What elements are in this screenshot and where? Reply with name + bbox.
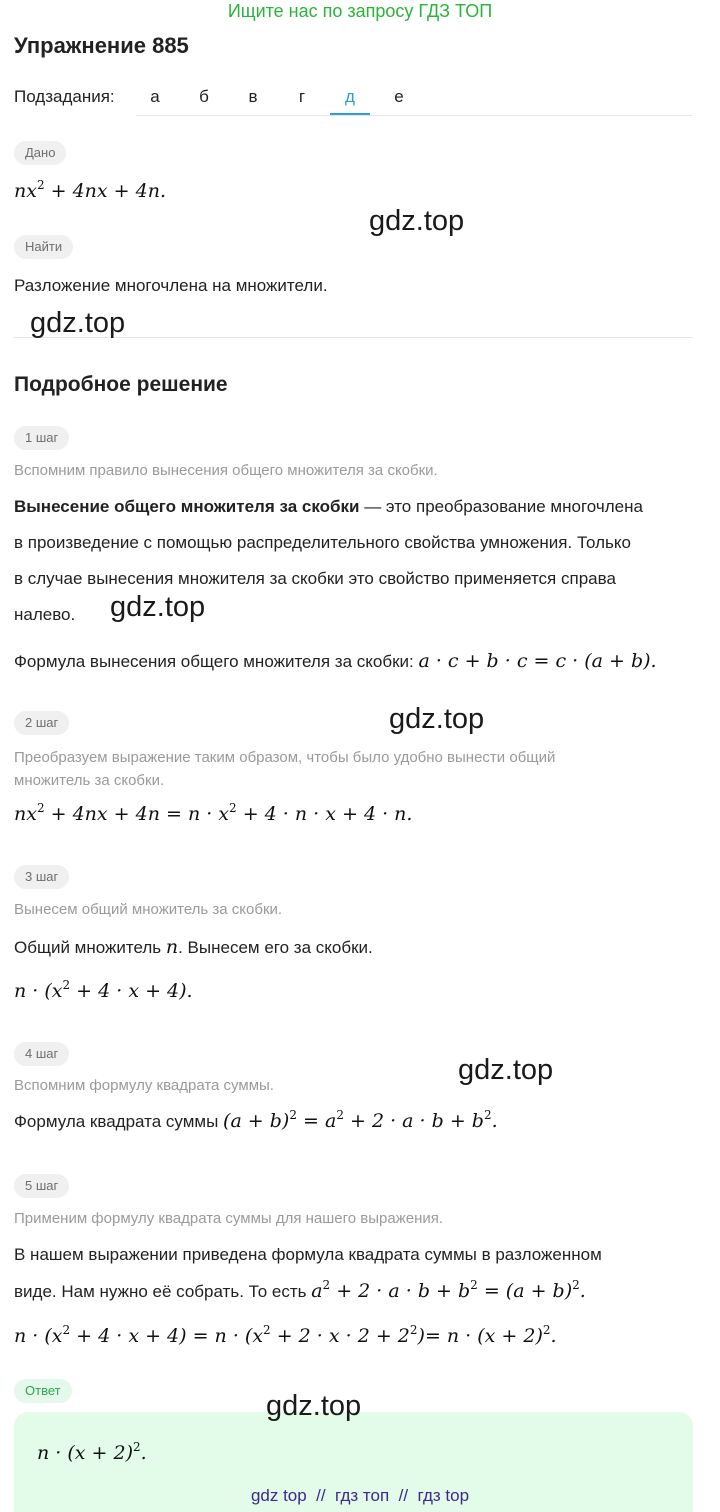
given-expression: $nx^2 + 4nx + 4n$.: [14, 178, 166, 202]
step-1-definition: Вынесение общего множителя за скобки — это преобразование многочлена в произведение с помощью распределительного свойства умножения. Только в случае вынесения множителя за скобки это свойство применяется справа налево.: [14, 497, 643, 624]
active-tab-indicator: [330, 113, 370, 115]
step-3-text: Общий множитель n. Вынесем его за скобки.: [14, 936, 373, 958]
answer-expression: $n \cdot (x + 2)^2$.: [37, 1440, 147, 1464]
watermark: gdz.top: [369, 205, 465, 237]
step-4-formula: Формула квадрата суммы $(a + b)^2 = a^2 + 2 \cdot a \cdot b + b^2$.: [14, 1108, 498, 1132]
step-2-hint: Преобразуем выражение таким образом, чтобы было удобно вынести общий множитель за скобки.: [14, 749, 556, 789]
watermark: gdz.top: [266, 1390, 362, 1422]
watermark: gdz.top: [30, 307, 126, 339]
footer-links[interactable]: gdz top // гдз топ // гдз top: [250, 1486, 470, 1505]
tab-b[interactable]: б: [199, 87, 209, 106]
search-banner[interactable]: Ищите нас по запросу ГДЗ ТОП: [227, 1, 493, 21]
step-5-line-1: В нашем выражении приведена формула квадрата суммы в разложенном: [14, 1245, 602, 1264]
step-1-formula: Формула вынесения общего множителя за скобки: a · c + b · c = c · (a + b).: [14, 650, 657, 672]
watermark: gdz.top: [110, 591, 206, 623]
subtasks-label: Подзадания:: [14, 87, 115, 106]
find-text: Разложение многочлена на множители.: [14, 276, 328, 295]
given-tag: Дано: [14, 141, 66, 165]
answer-tag: Ответ: [14, 1379, 72, 1403]
tab-a[interactable]: а: [150, 87, 160, 106]
tabs-divider: [136, 115, 692, 116]
solution-heading: Подробное решение: [14, 373, 228, 396]
tab-e[interactable]: е: [394, 87, 404, 106]
step-2-tag: 2 шаг: [14, 711, 69, 735]
step-3-expression: $n \cdot (x^2 + 4 \cdot x + 4)$.: [14, 978, 193, 1002]
step-5-hint: Применим формулу квадрата суммы для нашего выражения.: [14, 1210, 444, 1227]
step-4-tag: 4 шаг: [14, 1042, 69, 1066]
step-5-expression: $n \cdot (x^2 + 4 \cdot x + 4) = n \cdot (x^2 + 2 \cdot x \cdot 2 + 2^2)= n \cdot (x + 2)^2$.: [14, 1323, 557, 1347]
tab-g[interactable]: г: [298, 87, 306, 106]
step-2-expression: $nx^2 + 4nx + 4n = n \cdot x^2 + 4 \cdot n \cdot x + 4 \cdot n$.: [14, 801, 413, 825]
step-4-hint: Вспомним формулу квадрата суммы.: [14, 1077, 274, 1094]
watermark: gdz.top: [458, 1054, 554, 1086]
tab-v[interactable]: в: [248, 87, 258, 106]
tab-d-active[interactable]: д: [345, 87, 355, 106]
step-3-hint: Вынесем общий множитель за скобки.: [14, 901, 283, 918]
find-tag: Найти: [14, 235, 73, 259]
page-title: Упражнение 885: [14, 33, 189, 58]
step-5-tag: 5 шаг: [14, 1174, 69, 1198]
step-1-hint: Вспомним правило вынесения общего множителя за скобки.: [14, 462, 438, 479]
step-5-line-2: виде. Нам нужно её собрать. То есть $a^2 + 2 \cdot a \cdot b + b^2 = (a + b)^2$.: [14, 1278, 586, 1302]
watermark: gdz.top: [389, 703, 485, 735]
step-3-tag: 3 шаг: [14, 865, 69, 889]
step-1-tag: 1 шаг: [14, 426, 69, 450]
